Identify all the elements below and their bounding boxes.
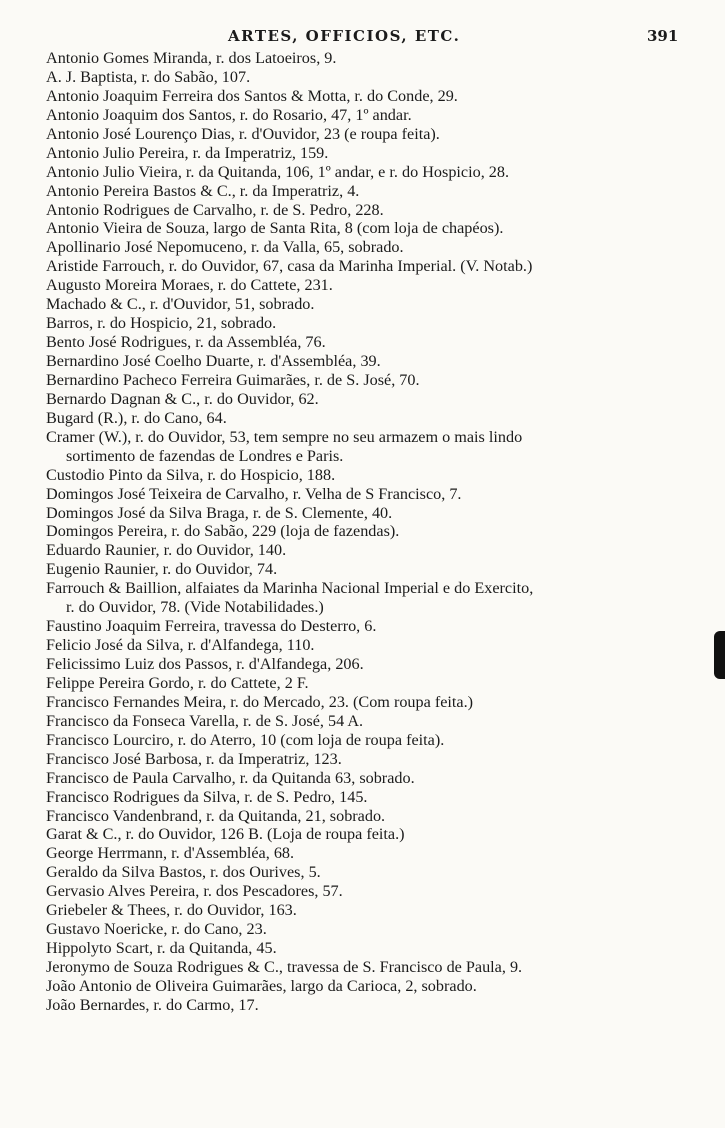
directory-entry: Bernardino Pacheco Ferreira Guimarães, r. de S. José, 70. bbox=[46, 370, 420, 389]
directory-list bbox=[34, 49, 706, 1015]
entry-continuation: sortimento de fazendas de Londres e Paris. bbox=[66, 446, 344, 465]
directory-entry: A. J. Baptista, r. do Sabão, 107. bbox=[46, 67, 251, 86]
directory-entry bbox=[34, 428, 706, 466]
directory-entry: Griebeler & Thees, r. do Ouvidor, 163. bbox=[46, 901, 297, 920]
directory-entry: Gustavo Noericke, r. do Cano, 23. bbox=[46, 920, 267, 939]
directory-entry: George Herrmann, r. d'Assembléa, 68. bbox=[46, 844, 295, 863]
directory-entry bbox=[34, 579, 706, 617]
page-header bbox=[0, 27, 725, 51]
directory-entry: Garat & C., r. do Ouvidor, 126 B. (Loja de roupa feita.) bbox=[46, 825, 405, 844]
entry-continuation: r. do Ouvidor, 78. (Vide Notabilidades.) bbox=[66, 598, 324, 617]
directory-entry: Francisco Fernandes Meira, r. do Mercado, 23. (Com roupa feita.) bbox=[46, 692, 474, 711]
directory-entry: Apollinario José Nepomuceno, r. da Valla, 65, sobrado. bbox=[46, 238, 404, 257]
directory-entry: Machado & C., r. d'Ouvidor, 51, sobrado. bbox=[46, 295, 315, 314]
directory-entry: Hippolyto Scart, r. da Quitanda, 45. bbox=[46, 939, 277, 958]
directory-entry: Barros, r. do Hospicio, 21, sobrado. bbox=[46, 314, 277, 333]
directory-entry: Antonio Vieira de Souza, largo de Santa Rita, 8 (com loja de chapéos). bbox=[46, 219, 504, 238]
directory-entry: Francisco de Paula Carvalho, r. da Quitanda 63, sobrado. bbox=[46, 768, 415, 787]
directory-entry: Felippe Pereira Gordo, r. do Cattete, 2 F. bbox=[46, 673, 309, 692]
directory-entry: Augusto Moreira Moraes, r. do Cattete, 231. bbox=[46, 276, 333, 295]
directory-entry: Antonio Joaquim Ferreira dos Santos & Motta, r. do Conde, 29. bbox=[46, 86, 458, 105]
directory-entry: Antonio Joaquim dos Santos, r. do Rosario, 47, 1º andar. bbox=[46, 105, 412, 124]
directory-entry: Francisco Rodrigues da Silva, r. de S. Pedro, 145. bbox=[46, 787, 368, 806]
directory-entry: Aristide Farrouch, r. do Ouvidor, 67, casa da Marinha Imperial. (V. Notab.) bbox=[46, 257, 533, 276]
running-title: ARTES, OFFICIOS, ETC. bbox=[228, 27, 461, 45]
directory-entry: Domingos José Teixeira de Carvalho, r. Velha de S Francisco, 7. bbox=[46, 484, 462, 503]
directory-entry: Custodio Pinto da Silva, r. do Hospicio, 188. bbox=[46, 465, 336, 484]
directory-entry: Jeronymo de Souza Rodrigues & C., travessa de S. Francisco de Paula, 9. bbox=[46, 958, 523, 977]
entry-line: Cramer (W.), r. do Ouvidor, 53, tem sempre no seu armazem o mais lindo bbox=[46, 427, 523, 446]
directory-entry: Antonio José Lourenço Dias, r. d'Ouvidor, 23 (e roupa feita). bbox=[46, 124, 440, 143]
directory-entry: Gervasio Alves Pereira, r. dos Pescadores, 57. bbox=[46, 882, 343, 901]
directory-entry: Eduardo Raunier, r. do Ouvidor, 140. bbox=[46, 541, 287, 560]
directory-entry: Domingos José da Silva Braga, r. de S. Clemente, 40. bbox=[46, 503, 393, 522]
directory-entry: Francisco da Fonseca Varella, r. de S. José, 54 A. bbox=[46, 711, 364, 730]
directory-entry: Geraldo da Silva Bastos, r. dos Ourives, 5. bbox=[46, 863, 321, 882]
directory-entry: Antonio Pereira Bastos & C., r. da Imperatriz, 4. bbox=[46, 181, 360, 200]
entry-line: Farrouch & Baillion, alfaiates da Marinha Nacional Imperial e do Exercito, bbox=[46, 579, 534, 598]
directory-entry: Eugenio Raunier, r. do Ouvidor, 74. bbox=[46, 560, 278, 579]
margin-mark bbox=[714, 631, 725, 679]
directory-entry: Domingos Pereira, r. do Sabão, 229 (loja de fazendas). bbox=[46, 522, 400, 541]
directory-entry: João Antonio de Oliveira Guimarães, largo da Carioca, 2, sobrado. bbox=[46, 976, 477, 995]
directory-entry: Felicio José da Silva, r. d'Alfandega, 110. bbox=[46, 636, 315, 655]
directory-entry: Felicissimo Luiz dos Passos, r. d'Alfandega, 206. bbox=[46, 655, 364, 674]
directory-entry: Francisco Vandenbrand, r. da Quitanda, 21, sobrado. bbox=[46, 806, 386, 825]
directory-entry: Bugard (R.), r. do Cano, 64. bbox=[46, 408, 227, 427]
directory-entry: Bernardo Dagnan & C., r. do Ouvidor, 62. bbox=[46, 389, 319, 408]
directory-entry: Antonio Rodrigues de Carvalho, r. de S. Pedro, 228. bbox=[46, 200, 384, 219]
directory-entry: Francisco José Barbosa, r. da Imperatriz, 123. bbox=[46, 749, 342, 768]
directory-entry: Faustino Joaquim Ferreira, travessa do Desterro, 6. bbox=[46, 617, 377, 636]
directory-entry: Antonio Gomes Miranda, r. dos Latoeiros, 9. bbox=[46, 49, 337, 67]
directory-entry: João Bernardes, r. do Carmo, 17. bbox=[46, 995, 259, 1014]
directory-entry: Francisco Lourciro, r. do Aterro, 10 (com loja de roupa feita). bbox=[46, 730, 445, 749]
directory-entry: Antonio Julio Vieira, r. da Quitanda, 106, 1º andar, e r. do Hospicio, 28. bbox=[46, 162, 510, 181]
page-number: 391 bbox=[647, 27, 679, 45]
directory-entry: Antonio Julio Pereira, r. da Imperatriz, 159. bbox=[46, 143, 329, 162]
directory-entry: Bento José Rodrigues, r. da Assembléa, 76. bbox=[46, 333, 326, 352]
directory-entry: Bernardino José Coelho Duarte, r. d'Assembléa, 39. bbox=[46, 352, 381, 370]
